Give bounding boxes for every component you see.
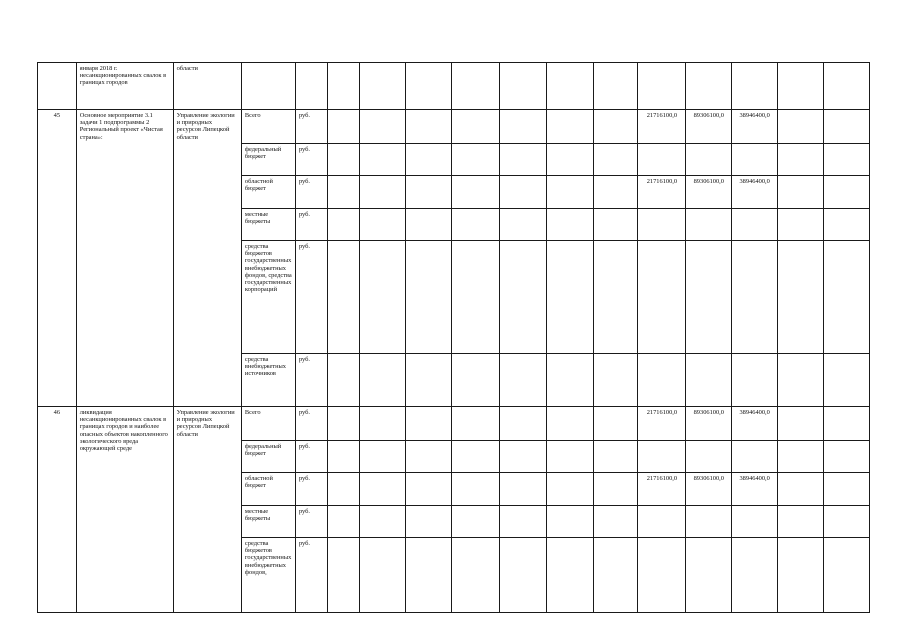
cell-empty: [406, 144, 452, 176]
cell-executor: Управление экологии и природных ресурсов Липецкой области: [173, 407, 241, 613]
cell-funding-source: областной бюджет: [241, 176, 295, 209]
cell-value-2: [686, 144, 732, 176]
cell-empty: [406, 63, 452, 110]
cell-empty: [823, 241, 869, 354]
cell-unit: руб.: [295, 441, 327, 473]
cell-empty: [360, 441, 406, 473]
cell-empty: [327, 110, 360, 144]
cell-empty: [327, 473, 360, 506]
cell-empty: [327, 506, 360, 538]
cell-empty: [406, 110, 452, 144]
cell-empty: [778, 110, 824, 144]
cell-empty: [778, 241, 824, 354]
cell-empty: [451, 209, 499, 241]
cell-empty: [778, 441, 824, 473]
cell-empty: [499, 354, 546, 407]
cell-empty: [593, 176, 638, 209]
cell-value-2: [686, 538, 732, 613]
cell-empty: [451, 473, 499, 506]
cell-empty: [451, 241, 499, 354]
cell-empty: [241, 63, 295, 110]
cell-value-3: 38946400,0: [732, 176, 778, 209]
cell-empty: [499, 110, 546, 144]
cell-empty: [360, 473, 406, 506]
cell-empty: [327, 241, 360, 354]
cell-value-3: [732, 441, 778, 473]
cell-empty: [546, 144, 593, 176]
cell-value-3: 38946400,0: [732, 473, 778, 506]
cell-unit: руб.: [295, 110, 327, 144]
cell-value-2: [686, 241, 732, 354]
cell-empty: [295, 63, 327, 110]
cell-empty: [823, 506, 869, 538]
cell-empty: [451, 110, 499, 144]
cell-value-2: [686, 441, 732, 473]
cell-empty: [499, 63, 546, 110]
cell-empty: [546, 538, 593, 613]
cell-empty: [732, 63, 778, 110]
cell-empty: [686, 63, 732, 110]
cell-funding-source: средства бюджетов государственных внебюджетных фондов,: [241, 538, 295, 613]
cell-empty: [360, 209, 406, 241]
cell-value-2: 89306100,0: [686, 176, 732, 209]
cell-value-1: [638, 538, 686, 613]
cell-value-1: 21716100,0: [638, 473, 686, 506]
cell-empty: [406, 506, 452, 538]
cell-empty: [593, 354, 638, 407]
cell-empty: [499, 506, 546, 538]
cell-empty: [593, 441, 638, 473]
cell-empty: [406, 241, 452, 354]
cell-measure: Основное мероприятие 3.1 задачи 1 подпрограммы 2 Региональный проект «Чистая страна»:: [76, 110, 173, 407]
cell-empty: [451, 144, 499, 176]
cell-empty: [593, 407, 638, 441]
cell-empty: [451, 354, 499, 407]
cell-empty: [360, 506, 406, 538]
cell-value-2: [686, 506, 732, 538]
cell-number: 45: [38, 110, 77, 407]
cell-empty: [546, 441, 593, 473]
cell-empty: [823, 538, 869, 613]
cell-empty: [327, 144, 360, 176]
cell-empty: [451, 407, 499, 441]
cell-value-1: [638, 144, 686, 176]
cell-empty: [499, 473, 546, 506]
cell-value-1: [638, 506, 686, 538]
budget-table: [37, 62, 870, 613]
cell-value-1: 21716100,0: [638, 176, 686, 209]
cell-empty: [451, 538, 499, 613]
cell-empty: [546, 110, 593, 144]
cell-value-2: 89306100,0: [686, 407, 732, 441]
cell-unit: руб.: [295, 176, 327, 209]
cell-executor: области: [173, 63, 241, 110]
cell-empty: [327, 441, 360, 473]
table-body: [38, 63, 870, 613]
cell-funding-source: федеральный бюджет: [241, 441, 295, 473]
cell-empty: [593, 473, 638, 506]
cell-empty: [327, 176, 360, 209]
cell-executor: Управление экологии и природных ресурсов Липецкой области: [173, 110, 241, 407]
cell-empty: [823, 407, 869, 441]
cell-value-3: [732, 354, 778, 407]
cell-number: 46: [38, 407, 77, 613]
cell-empty: [593, 506, 638, 538]
cell-empty: [546, 63, 593, 110]
cell-empty: [451, 176, 499, 209]
cell-empty: [778, 144, 824, 176]
cell-empty: [823, 144, 869, 176]
cell-empty: [406, 473, 452, 506]
cell-empty: [546, 473, 593, 506]
cell-empty: [327, 538, 360, 613]
cell-empty: [360, 144, 406, 176]
cell-empty: [327, 354, 360, 407]
cell-empty: [778, 209, 824, 241]
cell-empty: [451, 63, 499, 110]
cell-empty: [778, 506, 824, 538]
cell-empty: [406, 176, 452, 209]
cell-empty: [778, 407, 824, 441]
cell-empty: [327, 209, 360, 241]
cell-funding-source: областной бюджет: [241, 473, 295, 506]
cell-empty: [823, 110, 869, 144]
cell-value-3: [732, 538, 778, 613]
cell-empty: [778, 63, 824, 110]
cell-empty: [499, 144, 546, 176]
cell-value-2: [686, 209, 732, 241]
cell-empty: [593, 241, 638, 354]
cell-empty: [546, 506, 593, 538]
cell-empty: [593, 538, 638, 613]
cell-empty: [778, 354, 824, 407]
cell-value-3: 38946400,0: [732, 407, 778, 441]
cell-empty: [499, 538, 546, 613]
cell-empty: [778, 473, 824, 506]
cell-empty: [360, 354, 406, 407]
cell-empty: [546, 241, 593, 354]
cell-empty: [778, 176, 824, 209]
cell-empty: [406, 407, 452, 441]
cell-empty: [360, 176, 406, 209]
cell-empty: [360, 110, 406, 144]
cell-empty: [823, 63, 869, 110]
cell-unit: руб.: [295, 473, 327, 506]
cell-empty: [546, 407, 593, 441]
cell-funding-source: средства бюджетов государственных внебюджетных фондов, средства государственных корпораций: [241, 241, 295, 354]
cell-value-1: 21716100,0: [638, 407, 686, 441]
cell-value-1: [638, 441, 686, 473]
cell-empty: [499, 407, 546, 441]
cell-empty: [593, 209, 638, 241]
table-row: [38, 407, 870, 441]
cell-empty: [823, 354, 869, 407]
cell-value-1: [638, 241, 686, 354]
cell-empty: [360, 63, 406, 110]
cell-measure: января 2018 г. несанкционированных свалок в границах городов: [76, 63, 173, 110]
cell-funding-source: средства внебюджетных источников: [241, 354, 295, 407]
cell-empty: [593, 144, 638, 176]
cell-value-3: [732, 241, 778, 354]
cell-empty: [406, 538, 452, 613]
cell-value-2: 89306100,0: [686, 473, 732, 506]
cell-unit: руб.: [295, 209, 327, 241]
cell-empty: [593, 110, 638, 144]
cell-value-3: [732, 209, 778, 241]
cell-empty: [499, 241, 546, 354]
cell-empty: [823, 473, 869, 506]
cell-value-1: [638, 354, 686, 407]
cell-measure: ликвидация несанкционированных свалок в границах городов и наиболее опасных объектов накопленного экологического вреда окружающей среде: [76, 407, 173, 613]
cell-empty: [638, 63, 686, 110]
cell-empty: [778, 538, 824, 613]
cell-empty: [823, 441, 869, 473]
cell-empty: [327, 407, 360, 441]
cell-empty: [823, 176, 869, 209]
table-row: [38, 110, 870, 144]
cell-value-3: 38946400,0: [732, 110, 778, 144]
cell-funding-source: Всего: [241, 407, 295, 441]
cell-number: [38, 63, 77, 110]
cell-empty: [546, 176, 593, 209]
cell-empty: [499, 441, 546, 473]
cell-empty: [546, 354, 593, 407]
cell-funding-source: федеральный бюджет: [241, 144, 295, 176]
cell-empty: [499, 176, 546, 209]
cell-empty: [593, 63, 638, 110]
cell-funding-source: местные бюджеты: [241, 506, 295, 538]
cell-unit: руб.: [295, 506, 327, 538]
cell-empty: [451, 441, 499, 473]
cell-empty: [546, 209, 593, 241]
cell-value-3: [732, 144, 778, 176]
cell-unit: руб.: [295, 144, 327, 176]
cell-unit: руб.: [295, 241, 327, 354]
cell-unit: руб.: [295, 407, 327, 441]
cell-value-3: [732, 506, 778, 538]
cell-empty: [451, 506, 499, 538]
table-row-continuation: [38, 63, 870, 110]
cell-funding-source: местные бюджеты: [241, 209, 295, 241]
cell-value-2: [686, 354, 732, 407]
cell-empty: [823, 209, 869, 241]
cell-value-1: [638, 209, 686, 241]
cell-value-1: 21716100,0: [638, 110, 686, 144]
cell-unit: руб.: [295, 354, 327, 407]
cell-empty: [327, 63, 360, 110]
cell-empty: [406, 441, 452, 473]
cell-unit: руб.: [295, 538, 327, 613]
cell-empty: [360, 241, 406, 354]
cell-empty: [360, 407, 406, 441]
cell-funding-source: Всего: [241, 110, 295, 144]
cell-empty: [406, 209, 452, 241]
cell-empty: [360, 538, 406, 613]
cell-value-2: 89306100,0: [686, 110, 732, 144]
cell-empty: [406, 354, 452, 407]
cell-empty: [499, 209, 546, 241]
